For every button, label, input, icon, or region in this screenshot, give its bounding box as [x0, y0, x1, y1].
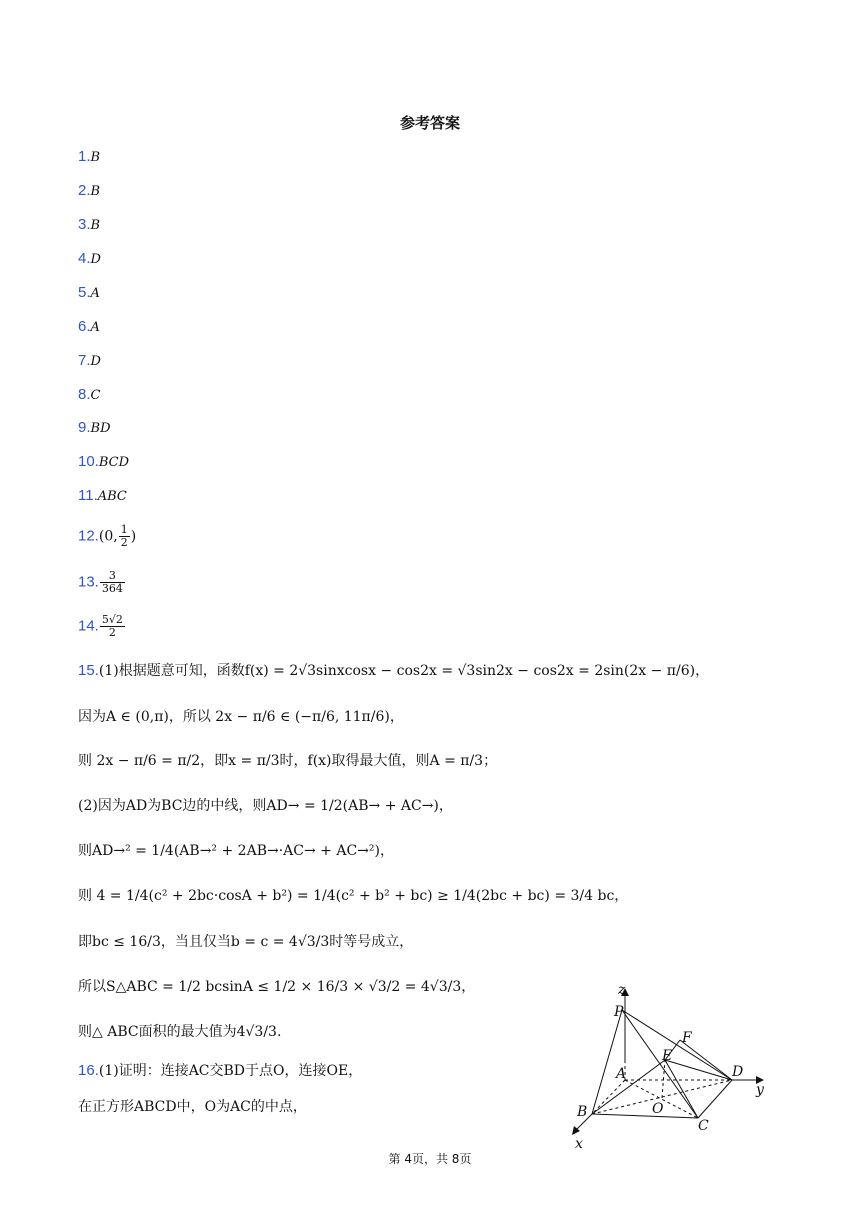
label-P: P	[614, 1004, 624, 1020]
answer-number: 11.	[78, 487, 98, 504]
label-y: y	[756, 1082, 764, 1098]
answer-row	[78, 487, 127, 506]
solution-text: (1)根据题意可知，函数f(x) = 2√3sinxcosx − cos2x = √3sin2x − cos2x = 2sin(2x − π/6)，	[98, 663, 710, 679]
q16-line-1	[78, 1060, 362, 1080]
answer-number: 4.	[78, 250, 91, 267]
answer-13	[78, 570, 126, 595]
answer-row	[78, 453, 129, 472]
question-number: 16.	[78, 1062, 99, 1079]
label-D: D	[732, 1064, 744, 1080]
answer-value: B	[90, 184, 101, 199]
answer-value: A	[90, 286, 100, 301]
answer-row	[78, 250, 101, 269]
answer-value: BCD	[98, 455, 130, 470]
answer-number: 8.	[78, 386, 91, 403]
answer-number: 13.	[78, 573, 99, 591]
q16-line-2: 在正方形ABCD中，O为AC的中点，	[78, 1099, 307, 1115]
fraction	[100, 570, 125, 595]
label-F: F	[682, 1030, 692, 1046]
answer-row	[78, 386, 100, 405]
answer-14	[78, 614, 126, 639]
answer-row	[78, 148, 100, 167]
answer-number: 6.	[78, 318, 91, 335]
page-footer: 第 4页，共 8页	[388, 1152, 472, 1166]
answer-value: D	[90, 252, 101, 267]
pyramid-figure	[560, 980, 770, 1150]
q15-line-9: 则△ ABC面积的最大值为4√3/3.	[78, 1024, 282, 1040]
answer-value: D	[90, 354, 101, 369]
q15-line-5: 则AD→² = 1/4(AB→² + 2AB→·AC→ + AC→²)，	[78, 843, 394, 859]
answer-row	[78, 284, 100, 303]
page-title: 参考答案	[399, 114, 460, 132]
answer-value: C	[90, 388, 101, 403]
answer-row	[78, 216, 100, 235]
answer-number: 1.	[78, 148, 91, 165]
fraction	[119, 524, 130, 549]
answer-row	[78, 352, 101, 371]
fraction	[100, 614, 125, 639]
denominator: 364	[101, 582, 123, 595]
q15-line-4: (2)因为AD为BC边的中线，则AD→ = 1/2(AB→ + AC→)，	[78, 798, 453, 814]
q15-line-6: 则 4 = 1/4(c² + 2bc·cosA + b²) = 1/4(c² + b² + bc) ≥ 1/4(2bc + bc) = 3/4 bc，	[78, 888, 629, 904]
answer-number: 10.	[78, 453, 99, 470]
answer-row	[78, 318, 100, 337]
answer-number: 2.	[78, 182, 91, 199]
numerator: 1	[120, 523, 128, 536]
answer-value: B	[90, 218, 101, 233]
denominator: 2	[108, 626, 116, 639]
answer-value: B	[90, 150, 101, 165]
answer-text: (0,	[98, 528, 118, 545]
q15-line-2: 因为A ∈ (0,π)，所以 2x − π/6 ∈ (−π/6, 11π/6)，	[78, 709, 404, 725]
answer-number: 5.	[78, 284, 91, 301]
label-B: B	[577, 1104, 588, 1120]
q15-line-1	[78, 660, 709, 680]
answer-value: BD	[90, 421, 111, 436]
numerator: 3	[100, 570, 125, 583]
solution-text: (1)证明：连接AC交BD于点O，连接OE，	[98, 1063, 363, 1079]
answer-number: 9.	[78, 419, 91, 436]
answer-row	[78, 182, 100, 201]
denominator: 2	[120, 536, 128, 549]
answer-text: )	[130, 528, 137, 545]
label-O: O	[652, 1101, 664, 1117]
answer-number: 3.	[78, 216, 91, 233]
q15-line-7: 即bc ≤ 16/3，当且仅当b = c = 4√3/3时等号成立，	[78, 934, 414, 950]
q15-line-8: 所以S△ABC = 1/2 bcsinA ≤ 1/2 × 16/3 × √3/2 = 4√3/3，	[78, 979, 476, 995]
label-C: C	[698, 1118, 709, 1134]
question-number: 15.	[78, 662, 99, 679]
q15-line-3: 则 2x − π/6 = π/2，即x = π/3时，f(x)取得最大值，则A = π/3；	[78, 753, 498, 769]
label-x: x	[575, 1136, 583, 1150]
answer-number: 7.	[78, 352, 91, 369]
numerator: 5√2	[101, 613, 123, 626]
answer-number: 12.	[78, 527, 99, 545]
answer-value: A	[90, 320, 100, 335]
label-A: A	[616, 1066, 627, 1082]
answer-number: 14.	[78, 617, 99, 635]
answer-row	[78, 419, 111, 438]
answer-value: ABC	[97, 489, 127, 504]
answer-12	[78, 524, 136, 549]
label-E: E	[662, 1048, 673, 1064]
label-z: z	[618, 982, 626, 998]
